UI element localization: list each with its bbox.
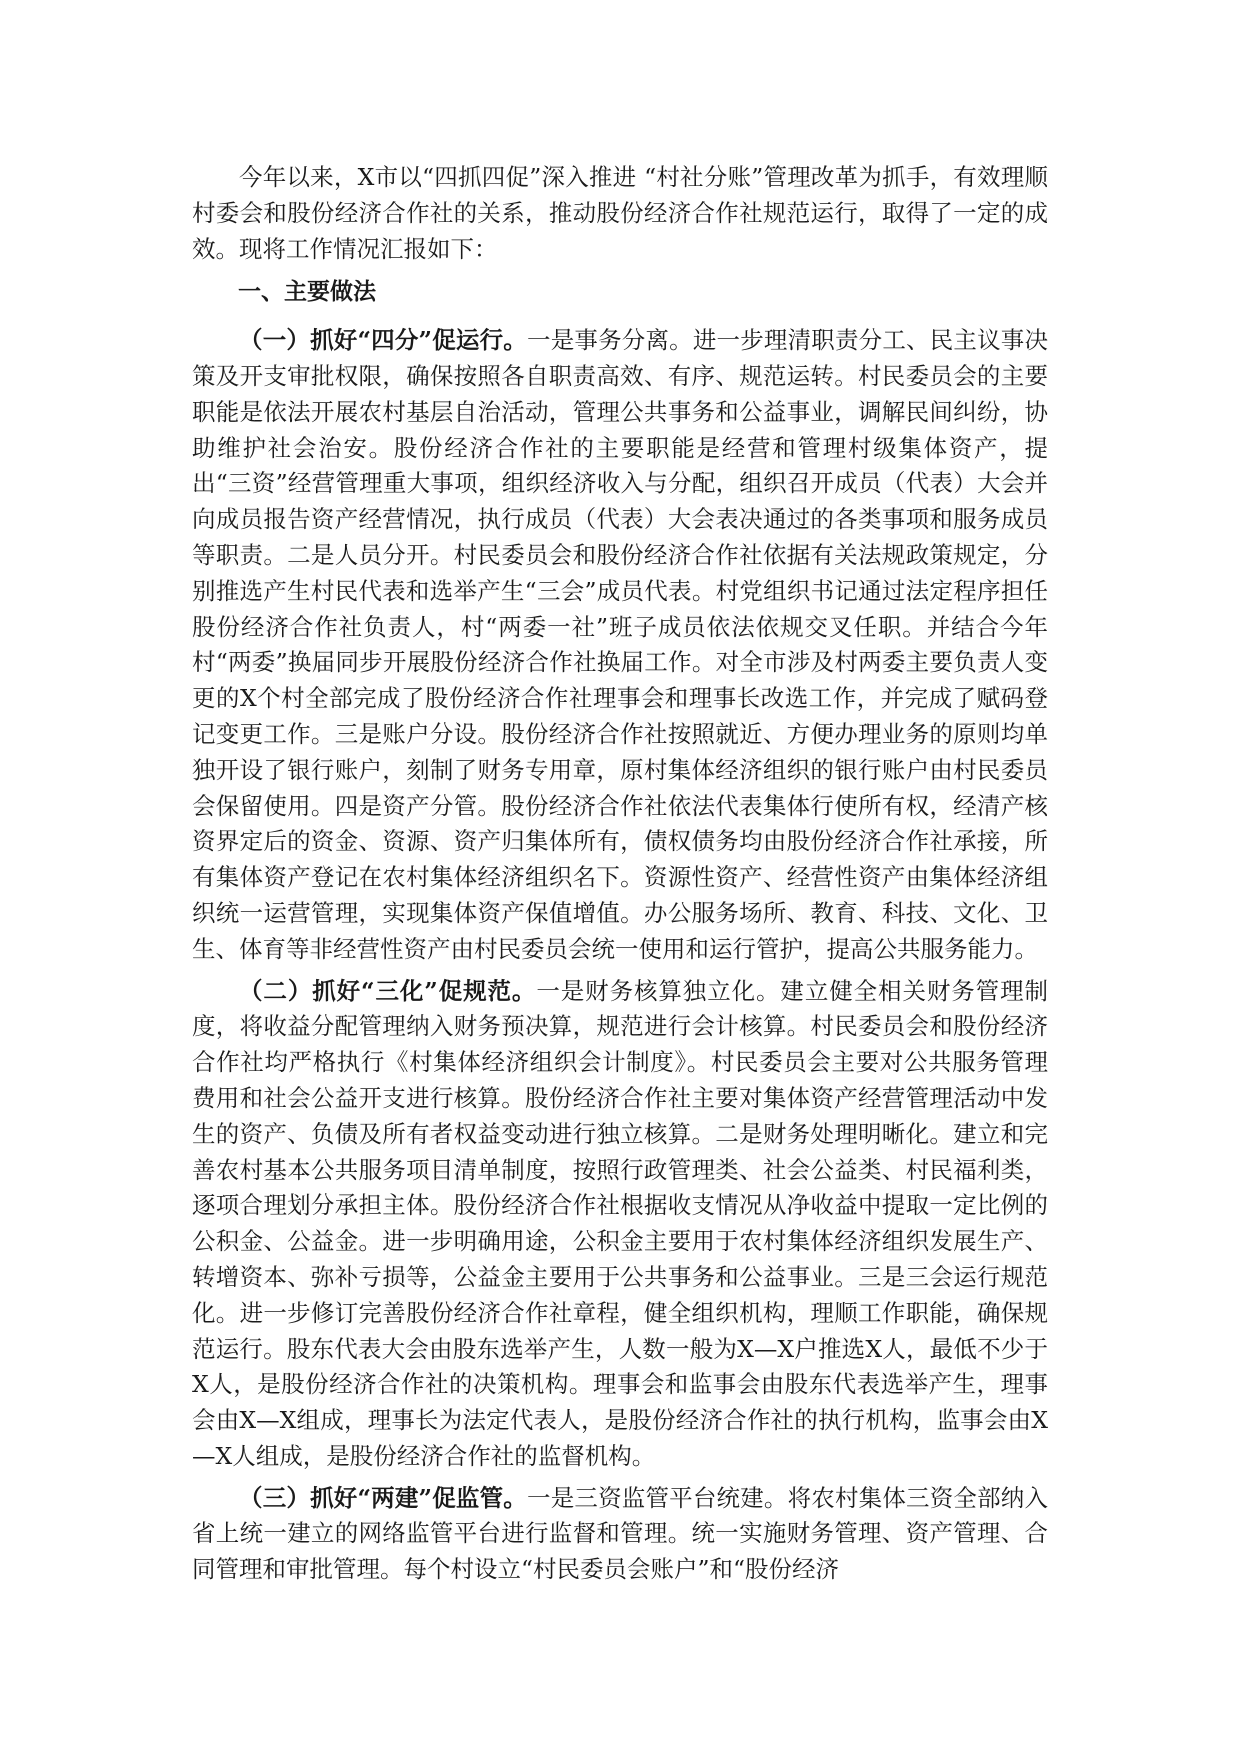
section-heading-main-practices: 一、主要做法 [238,279,376,306]
paragraph-lead: （一）抓好“四分”促运行。 [239,326,528,355]
intro-paragraph: 今年以来，X市以“四抓四促”深入推进 “村社分账”管理改革为抓手，有效理顺村委会和股份经济合作社的关系，推动股份经济合作社规范运行，取得了一定的成效。现将工作情况汇报如下： [192,163,1048,263]
paragraph-four-divisions [192,323,1048,967]
paragraph-two-builds [192,1481,1048,1588]
paragraph-lead: （三）抓好“两建”促监管。 [239,1483,528,1512]
paragraph-body: 一是事务分离。进一步理清职责分工、民主议事决策及开支审批权限，确保按照各自职责高效、有序、规范运转。村民委员会的主要职能是依法开展农村基层自治活动，管理公共事务和公益事业，调解民间纠纷，协助维护社会治安。股份经济合作社的主要职能是经营和管理村级集体资产，提出“三资”经营管理重大事项，组织经济收入与分配，组织召开成员（代表）大会并向成员报告资产经营情况，执行成员（代表）大会表决通过的各类事项和服务成员等职责。二是人员分开。村民委员会和股份经济合作社依据有关法规政策规定，分别推选产生村民代表和选举产生“三会”成员代表。村党组织书记通过法定程序担任股份经济合作社负责人，村“两委一社”班子成员依法依规交叉任职。并结合今年村“两委”换届同步开展股份经济合作社换届工作。对全市涉及村两委主要负责人变更的X个村全部完成了股份经济合作社理事会和理事长改选工作，并完成了赋码登记变更工作。三是账户分设。股份经济合作社按照就近、方便办理业务的原则均单独开设了银行账户，刻制了财务专用章，原村集体经济组织的银行账户由村民委员会保留使用。四是资产分管。股份经济合作社依法代表集体行使所有权，经清产核资界定后的资金、资源、资产归集体所有，债权债务均由股份经济合作社承接，所有集体资产登记在农村集体经济组织名下。资源性资产、经营性资产由集体经济组织统一运营管理，实现集体资产保值增值。办公服务场所、教育、科技、文化、卫生、体育等非经营性资产由村民委员会统一使用和运行管护，提高公共服务能力。 [192,326,1049,963]
paragraph-lead: （二）抓好“三化”促规范。 [239,976,537,1005]
paragraph-three-standards [192,974,1048,1475]
document-body [192,160,1048,1594]
paragraph-body: 一是三资监管平台统建。将农村集体三资全部纳入省上统一建立的网络监管平台进行监督和管理。统一实施财务管理、资产管理、合同管理和审批管理。每个村设立“村民委员会账户”和“股份经济 [192,1483,1049,1584]
paragraph-body: 一是财务核算独立化。建立健全相关财务管理制度，将收益分配管理纳入财务预决算，规范进行会计核算。村民委员会和股份经济合作社均严格执行《村集体经济组织会计制度》。村民委员会主要对公共服务管理费用和社会公益开支进行核算。股份经济合作社主要对集体资产经营管理活动中发生的资产、负债及所有者权益变动进行独立核算。二是财务处理明晰化。建立和完善农村基本公共服务项目清单制度，按照行政管理类、社会公益类、村民福利类，逐项合理划分承担主体。股份经济合作社根据收支情况从净收益中提取一定比例的公积金、公益金。进一步明确用途，公积金主要用于农村集体经济组织发展生产、转增资本、弥补亏损等，公益金主要用于公共事务和公益事业。三是三会运行规范化。进一步修订完善股份经济合作社章程，健全组织机构，理顺工作职能，确保规范运行。股东代表大会由股东选举产生，人数一般为X—X户推选X人，最低不少于X人，是股份经济合作社的决策机构。理事会和监事会由股东代表选举产生，理事会由X—X组成，理事长为法定代表人，是股份经济合作社的执行机构，监事会由X—X人组成，是股份经济合作社的监督机构。 [192,976,1048,1470]
